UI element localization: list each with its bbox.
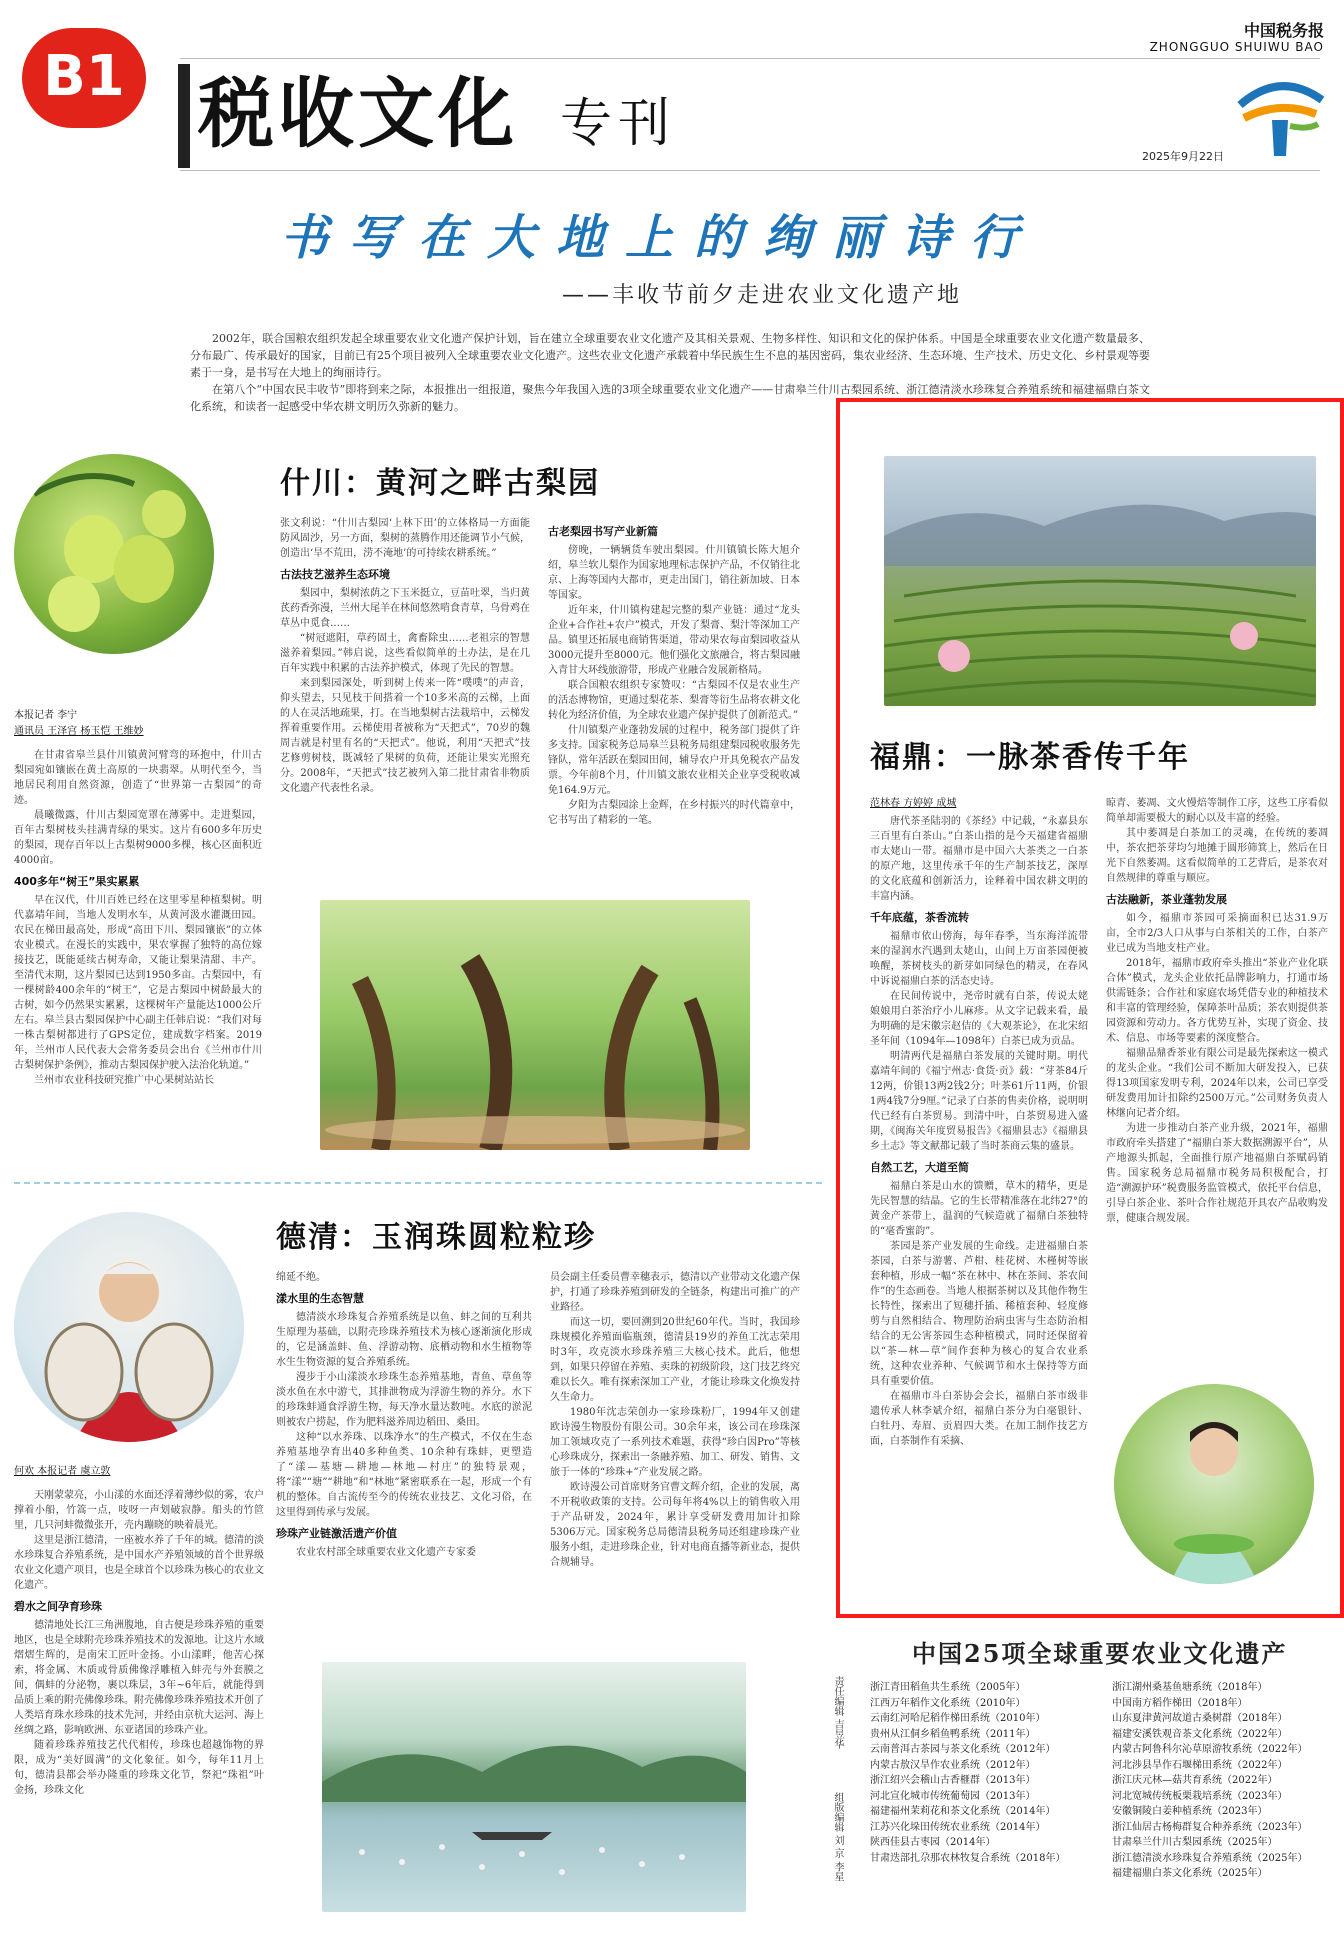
shichuan-column-3 (548, 524, 800, 876)
heritage-list-item: 福建福鼎白茶文化系统（2025年） (1112, 1868, 1268, 1879)
section-divider (14, 1182, 822, 1184)
heritage-list-item: 浙江庆元林—菇共育系统（2022年） (1112, 1775, 1278, 1786)
shichuan-byline-reporter: 本报记者 李宁 (14, 710, 78, 721)
heritage-list-item: 福建安溪铁观音茶文化系统（2022年） (1112, 1728, 1288, 1740)
intro-paragraph-1: 2002年，联合国粮农组织发起全球重要农业文化遗产保护计划，旨在建立全球重要农业文化遗产及其相关景观、生物多样性、知识和文化的保护体系。中国是全球重要农业文化遗产数量最多、分布最广、传承最好的国家，目前已有25个项目被列入全球重要农业文化遗产。这些农业文化遗产承载着中华民族生生不息的基因密码，集农业经济、生态环境、生产技术、历史文化、乡村景观等要素于一身，是书写在大地上的绚丽诗行。 (190, 332, 1150, 379)
shichuan-column-1 (14, 748, 262, 1152)
shichuan-paragraph: 联合国粮农组织专家赞叹：“古梨园不仅是农业生产的活态博物馆，更通过梨花茶、梨膏等衍生品将农耕文化转化为经济价值，为全球农业遗产保护提供了创新范式。” (548, 680, 800, 721)
pearl-farmer-photo (14, 1212, 244, 1442)
shichuan-subhead-1: 400多年“树王”果实累累 (14, 875, 140, 888)
header-title-sub: 专刊 (560, 94, 677, 154)
shichuan-byline-correspondents: 通讯员 王泽宫 杨玉恺 王维妙 (14, 726, 144, 737)
fuding-paragraph: 茶园是茶产业发展的生命线。走进福鼎白茶茶园，白茶与游薯、芦柑、桂花树、木槿树等嵌套种植，形成一幅“茶在林中、林在茶间、茶农间作”的生态画卷。当地人根据茶树以及其他作物生长特性，探索出了短穗扦插、稀植套种、轻度修剪与自然相结合、物理防治病虫害与生态防治相结合的无公害茶园生态种植模式，同时还保留着以“茶—林—草”间作套种为核心的复合农业系统，这种农业养种、气候调节和水土保持等方面具有重要价值。 (870, 1241, 1088, 1387)
shichuan-title: 什川：黄河之畔古梨园 (280, 466, 600, 501)
deqing-paragraph: 德清淡水珍珠复合养殖系统是以鱼、蚌之间的互利共生原理为基础，以附壳珍珠养殖技术为核心逐渐演化形成的，它是涵盖蚌、鱼、浮游动物、底栖动物和水生植物等水生生物资源的复合养殖系统。 (276, 1312, 532, 1368)
header-bottom-rule (180, 170, 1320, 171)
fuding-paragraph: 唐代茶圣陆羽的《茶经》中记载，“永嘉县东三百里有白茶山。”白茶山指的是今天福建省福鼎市太姥山一带。福鼎市是中国六大茶类之一白茶的原产地，这里传承千年的生产制茶技艺，深厚的文化底蕴和创新活力，诠释着中国农耕文明的丰富内涵。 (870, 816, 1088, 902)
paper-logo (1230, 70, 1330, 160)
tea-picker-photo (1114, 1384, 1314, 1584)
heritage-list-item: 安徽铜陵白姜种植系统（2023年） (1112, 1806, 1268, 1817)
shichuan-paragraph: 夕阳为古梨园涂上金辉，在乡村振兴的时代篇章中，它书写出了精彩的一笔。 (548, 800, 800, 826)
deqing-paragraph: 1980年沈志荣创办一家珍珠粉厂，1994年又创建欧诗漫生物股份有限公司。30余年来，该公司在珍珠深加工领域攻克了一系列技术难题，获得“珍白因Pro”等核心珍珠成分，探索出一条融养殖、加工、研发、销售、文旅于一体的“珍珠+”产业发展之路。 (550, 1407, 800, 1478)
deqing-paragraph: 随着珍珠养殖技艺代代相传，珍珠也超越饰物的界限，成为“美好圆满”的文化象征。如今，每年11月上旬，德清县都会举办隆重的珍珠文化节，祭祀“珠祖”叶金扬，珍珠文化 (14, 1740, 264, 1796)
fuding-paragraph: 福鼎品鼎香茶业有限公司是最先探索这一模式的龙头企业。“我们公司不断加大研发投入，已获得13项国家发明专利，2024年以来，公司已享受研发费用加计扣除约2500万元。”公司财务负责人林继向记者介绍。 (1106, 1048, 1328, 1119)
deqing-paragraph: 德清地处长江三角洲腹地，自古便是珍珠养殖的重要地区，也是全球附壳珍珠养殖技术的发源地。让这片水域熠熠生辉的，是南宋工匠叶金扬。小山漾畔，他苦心探索，将金属、木质或骨质佛像浮雕植入蚌壳与外套膜之间，偶蚌的分泌物，裹以珠层，3年~6年后，就能得到品质上乘的附壳佛像珍珠。附壳佛像珍珠养殖技术开创了人类培育珠水珍珠的技术先河，并经由京杭大运河、海上丝绸之路，影响欧洲、东亚诸国的珍珠产业。 (14, 1620, 264, 1736)
deqing-title: 德清：玉润珠圆粒粒珍 (276, 1220, 596, 1255)
header-top-rule (180, 58, 1320, 59)
heritage-list-item: 内蒙古阿鲁科尔沁草原游牧系统（2022年） (1112, 1744, 1308, 1755)
deqing-column-3 (550, 1270, 800, 1630)
shichuan-column-2 (280, 516, 530, 876)
heritage-list-item: 浙江仙居古杨梅群复合种养系统（2023年） (1112, 1821, 1308, 1833)
page-badge-label: B1 (43, 44, 125, 109)
fuding-byline: 范林春 方婷婷 成城 (870, 798, 957, 809)
fuding-paragraph: 2018年，福鼎市政府牵头推出“茶业产业化联合体”模式，龙头企业依托品牌影响力，打通市场供需链条；合作社和家庭农场凭借专业的种植技术和丰富的管理经验，保障茶叶品质；茶农则提供茶园资源和劳动力。各方优势互补，实现了资金、技术、信息、市场等要素的深度整合。 (1106, 958, 1328, 1044)
intro-paragraph-2: 在第八个“中国农民丰收节”即将到来之际，本报推出一组报道，聚焦今年我国入选的3项全球重要农业文化遗产——甘肃皋兰什川古梨园系统、浙江德清淡水珍珠复合养殖系统和福建福鼎白茶文化系统，和读者一起感受中华农耕文明历久弥新的魅力。 (190, 383, 1150, 413)
layout-credit: 组版编辑 刘 京 李星 (832, 1792, 843, 1882)
deqing-paragraph: 欧诗漫公司首席财务官曹文辉介绍，企业的发展，离不开税收政策的支持。公司每年将4%以上的销售收入用于产品研发，2024年，累计享受研发费用加计扣除5306万元。国家税务总局德清县税务局还组建珍珠产业服务小组，走进珍珠企业，针对电商直播等新业态，提供合规辅导。 (550, 1482, 800, 1568)
heritage-list-item: 江苏兴化垛田传统农业系统（2014年） (870, 1821, 1046, 1833)
tea-garden-photo (884, 456, 1316, 706)
heritage-list-item: 云南红河哈尼稻作梯田系统（2010年） (870, 1713, 1046, 1724)
deqing-column-2 (276, 1270, 532, 1630)
shichuan-paragraph: 张文利说：“什川古梨园‘上林下田’的立体格局一方面能防风固沙，另一方面，梨树的蒸腾作用还能调节小气候，创造出‘旱不荒田，涝不淹地’的可持续农耕系统。” (280, 518, 530, 559)
heritage-list-item: 山东夏津黄河故道古桑树群（2018年） (1112, 1713, 1288, 1724)
fuding-paragraph: 如今，福鼎市茶园可采摘面积已达31.9万亩，全市2/3人口从事与白茶相关的工作，白茶产业已成为当地支柱产业。 (1106, 913, 1328, 954)
shichuan-paragraph: 在甘肃省皋兰县什川镇黄河臂弯的环抱中，什川古梨园宛如镶嵌在黄土高原的一块翡翠。从明代至今，当地居民利用自然资源，创造了“世界第一古梨园”的奇迹。 (14, 750, 262, 806)
fuding-subhead-2: 自然工艺，大道至简 (870, 1161, 969, 1174)
heritage-list-title: 中国25项全球重要农业文化遗产 (912, 1639, 1288, 1668)
deqing-subhead-2: 漾水里的生态智慧 (276, 1292, 364, 1305)
deqing-paragraph: 员会副主任委员曹幸穗表示，德清以产业带动文化遗产保护，打通了珍珠养殖到研发的全链条，构建出可推广的产业路径。 (550, 1272, 800, 1313)
heritage-list-item: 中国南方稻作梯田（2018年） (1112, 1697, 1248, 1709)
pearl-pond-photo (322, 1662, 746, 1912)
deqing-paragraph: 而这一切，要回溯到20世纪60年代。当时，我国珍珠规模化养殖面临瓶颈，德清县19岁的养鱼工沈志荣用时3年，攻克淡水珍珠养殖三大核心技术。此后，他想到，如果只停留在养殖、卖珠的初级阶段，这门技艺终究难以长久。唯有探索深加工产业，才能让珍珠文化焕发持久生命力。 (550, 1317, 800, 1403)
paper-name-en: ZHONGGUO SHUIWU BAO (1149, 40, 1324, 54)
shichuan-paragraph: 晨曦微露，什川古梨园宽罩在薄雾中。走进梨园，百年古梨树枝头挂满青绿的果实。这片有600多年历史的梨园，现存百年以上古梨树9000多棵，核心区面积近4000亩。 (14, 810, 262, 866)
fuding-paragraph: 其中萎凋是白茶加工的灵魂，在传统的萎凋中，茶农把茶芽均匀地摊于圆形筛箕上，然后在日光下自然萎凋。这看似简单的工艺背后，是茶农对自然规律的尊重与顺应。 (1106, 828, 1328, 884)
fuding-paragraph: 明清两代是福鼎白茶发展的关键时期。明代嘉靖年间的《福宁州志·食货·贡》载：“芽茶84斤12两，价银13两2钱2分；叶茶61斤11两，价银1两4钱7分9厘。”记录了白茶的售卖价格，说明明代已经有白茶贸易。到清中叶，白茶贸易进入盛期，《闽海关年度贸易报告》《福鼎县志》《福鼎县乡土志》等文献都记载了当时茶商云集的盛景。 (870, 1051, 1088, 1152)
shichuan-paragraph: 早在汉代，什川百姓已经在这里零星种植梨树。明代嘉靖年间，当地人发明水车，从黄河汲水灌溉田园。农民在梯田最高处，形成“高田下川、梨园镶嵌”的立体农业模式。在漫长的实践中，果农掌握了独特的高位嫁接技艺，既能延续古树寿命，又能让梨果清甜、丰产。至清代末期，这片梨园已达到1950多亩。古梨园中，有一棵树龄400余年的“树王”，它是古梨园中树龄最大的古树，如今仍然果实累累，这棵树年产量能达1000公斤左右。皋兰县古梨园保护中心副主任韩启说：“我们对每一株古梨树都进行了GPS定位，建成数字档案。2019年，兰州市人民代表大会常务委员会出台《兰州市什川古梨树保护条例》，推动古梨园保护驶入法治化轨道。” (14, 895, 262, 1071)
heritage-list-item: 内蒙古敖汉旱作农业系统（2012年） (870, 1759, 1036, 1771)
main-headline: 书写在大地上的绚丽诗行 (280, 210, 1040, 266)
deqing-paragraph: 绵延不绝。 (276, 1272, 326, 1283)
shichuan-paragraph: 傍晚，一辆辆货车驶出梨园。什川镇镇长陈大旭介绍，皋兰软儿梨作为国家地理标志保护产品，不仅销往北京、上海等国内大都市，更走出国门，销往新加坡、日本等国家。 (548, 545, 800, 601)
heritage-list-right (1112, 1680, 1332, 1882)
deqing-column-1 (14, 1488, 264, 1908)
heritage-list-item: 甘肃迭部扎尕那农林牧复合系统（2018年） (870, 1852, 1066, 1864)
heritage-list-item: 云南普洱古茶园与茶文化系统（2012年） (870, 1744, 1056, 1755)
deqing-subhead-3: 珍珠产业链激活遗产价值 (276, 1527, 397, 1540)
heritage-list-item: 河北宽城传统板栗栽培系统（2023年） (1112, 1790, 1288, 1802)
shichuan-paragraph: 来到梨园深处，听到树上传来一阵“噗噗”的声音，仰头望去，只见枝干间搭着一个10多米高的云梯，上面的人在灵活地疏果，打。在当地梨树古法栽培中，云梯发挥着重要作用。云梯使用者被称为“天把式”，70岁的魏周吉就是村里有名的“天把式”。他说，利用“天把式”技艺修剪树枝，既减轻了果树的负荷，还能让果实光照充分。2008年，“天把式”技艺被列入第二批甘肃省非物质文化遗产代表性名录。 (280, 678, 530, 794)
paper-name-cn: 中国税务报 (1243, 21, 1324, 40)
heritage-list-item: 浙江湖州桑基鱼塘系统（2018年） (1112, 1682, 1268, 1693)
heritage-list-item: 河北涉县旱作石堰梯田系统（2022年） (1112, 1759, 1288, 1771)
fuding-column-2 (1106, 796, 1328, 1316)
fuding-subhead-3: 古法融新，茶业蓬勃发展 (1106, 893, 1227, 906)
issue-date: 2025年9月22日 (1142, 150, 1224, 163)
shichuan-subhead-2: 古法技艺滋养生态环境 (280, 568, 390, 581)
deqing-paragraph: 这种“以水养珠、以珠净水”的生产模式，不仅在生态养殖基地孕育出40多种鱼类、10余种有珠蚌，更塑造了“漾—基塘—耕地—林地—村庄”的独特景观，将“漾”“塘”“耕地”和“林地”紧密联系在一起，形成一个有机的整体。自古流传至今的传统农业技艺、文化习俗，在这里得到传承与发展。 (276, 1432, 532, 1518)
fuding-paragraph: 福鼎市依山傍海，每年春季，当东海洋流带来的湿润水汽遇到太姥山，山间上万亩茶园便被唤醒，茶树枝头的新芽如同绿色的精灵，在春风中诉说福鼎白茶的活态史诗。 (870, 931, 1088, 987)
title-accent-bar (178, 64, 190, 168)
heritage-list-item: 江西万年稻作文化系统（2010年） (870, 1697, 1026, 1709)
deqing-paragraph: 天刚蒙蒙亮，小山漾的水面还浮着薄纱似的雾，农户撑着小船，竹篙一点，吱呀一声划破寂静。船头的竹笸里，几只河蚌微微张开，壳内蹦晓的映着晨光。 (14, 1490, 264, 1531)
shichuan-paragraph: 什川镇梨产业蓬勃发展的过程中，税务部门提供了许多支持。国家税务总局皋兰县税务局组建梨园税收服务先锋队，常年活跃在梨园田间，辅导农户开具免税农产品发票。今年前8个月，什川镇文旅农业相关企业享受税收减免164.9万元。 (548, 725, 800, 796)
shichuan-paragraph: 近年来，什川镇构建起完整的梨产业链：通过“龙头企业+合作社+农户”模式，开发了梨膏、梨汁等深加工产品。镇里还拓展电商销售渠道，带动果农每亩梨园收益从3000元提升至8000元。他们强化文旅融合，将古梨园融入青甘大环线旅游带，形成产业融合发展新格局。 (548, 605, 800, 676)
shichuan-subhead-3: 古老梨园书写产业新篇 (548, 525, 658, 538)
fuding-paragraph: 在民间传说中，尧帝时就有白茶，传说太姥娘娘用白茶治疗小儿麻疹。从文字记载来看，最为明确的是宋徽宗赵佶的《大观茶论》，在北宋绍圣年间（1094年—1098年）白茶已成为贡品。 (870, 991, 1088, 1047)
heritage-list-item: 贵州从江侗乡稻鱼鸭系统（2011年） (870, 1728, 1036, 1740)
pear-photo (14, 454, 214, 654)
shichuan-paragraph: 兰州市农业科技研究推广中心果树站站长 (34, 1075, 214, 1086)
sub-headline: ——丰收节前夕走进农业文化遗产地 (562, 283, 963, 308)
heritage-list-item: 甘肃皋兰什川古梨园系统（2025年） (1112, 1837, 1278, 1848)
fuding-paragraph: 为进一步推动白茶产业升级，2021年，福鼎市政府牵头搭建了“福鼎白茶大数据溯源平台”，从产地源头抓起，全面推行原产地福鼎白茶赋码销售。国家税务总局福鼎市税务局积极配合，打造“溯源护环”税费服务监管模式，依托平台信息，引导白茶企业、茶叶合作社规范开具农产品收购发票，健康合规发展。 (1106, 1123, 1328, 1224)
deqing-byline: 何欢 本报记者 虞立敦 (14, 1466, 111, 1477)
header-title-main: 税收文化 (198, 69, 518, 158)
fuding-paragraph: 在福鼎市斗白茶协会会长，福鼎白茶市级非遗传承人林李斌介绍，福鼎白茶分为白毫银针、白牡丹、寿眉、贡眉四大类。在加工制作技艺方面，白茶制作有采摘、 (870, 1391, 1088, 1447)
old-pear-trees-photo (320, 900, 750, 1150)
fuding-title: 福鼎：一脉茶香传千年 (870, 740, 1190, 775)
deqing-subhead-1: 碧水之间孕育珍珠 (14, 1600, 102, 1613)
heritage-list-item: 浙江青田稻鱼共生系统（2005年） (870, 1682, 1026, 1693)
deqing-paragraph: 漫步于小山漾淡水珍珠生态养殖基地，青鱼、草鱼等淡水鱼在水中游弋，其排泄物成为浮游生物的养分。水下的珍珠蚌通食浮游生物，每天净水量达数吨。水底的淤泥则被农户捞起，作为肥料滋养周边稻田、桑田。 (276, 1372, 532, 1428)
fuding-paragraph: 福鼎白茶是山水的馈赠，草木的精华，更是先民智慧的结晶。它的生长带精准落在北纬27°的黄金产茶带上，温润的气候造就了福鼎白茶独特的“毫香蜜韵”。 (870, 1181, 1088, 1237)
heritage-list-item: 陕西佳县古枣园（2014年） (870, 1837, 996, 1848)
heritage-list-item: 浙江绍兴会稽山古香榧群（2013年） (870, 1775, 1036, 1786)
editor-credit: 责任编辑 吉昱华 (832, 1676, 843, 1750)
fuding-subhead-1: 千年底蕴，茶香流转 (870, 911, 969, 924)
deqing-paragraph: 农业农村部全球重要农业文化遗产专家委 (296, 1547, 476, 1558)
deqing-paragraph: 这里是浙江德清，一座被水养了千年的城。德清的淡水珍珠复合养殖系统，是中国水产养殖领域的首个世界级农业文化遗产项目，也是全球首个以珍珠为核心的农业文化遗产。 (14, 1535, 264, 1591)
heritage-list-item: 福建福州茉莉花和茶文化系统（2014年） (870, 1806, 1056, 1817)
heritage-list-item: 河北宣化城市传统葡萄园（2013年） (870, 1790, 1036, 1802)
shichuan-paragraph: “树冠遮阳，草药固土，禽畜除虫……老祖宗的智慧滋养着梨园。”韩启说，这些看似简单的土办法，是在几百年实践中积累的古法养护模式，体现了先民的智慧。 (280, 633, 530, 674)
heritage-list-left (870, 1680, 1100, 1866)
fuding-paragraph: 晾青、萎凋、文火慢焙等制作工序，这些工序看似简单却需要极大的耐心以及丰富的经验。 (1106, 798, 1328, 824)
shichuan-paragraph: 梨园中，梨树浓荫之下玉米挺立，豆苗吐翠，当归黄芪药香弥漫，兰州大尾羊在林间悠然啃食青草，乌骨鸡在草丛中觅食…… (280, 588, 530, 629)
fuding-column-1 (870, 814, 1088, 1590)
heritage-list-item: 浙江德清淡水珍珠复合养殖系统（2025年） (1112, 1852, 1308, 1864)
